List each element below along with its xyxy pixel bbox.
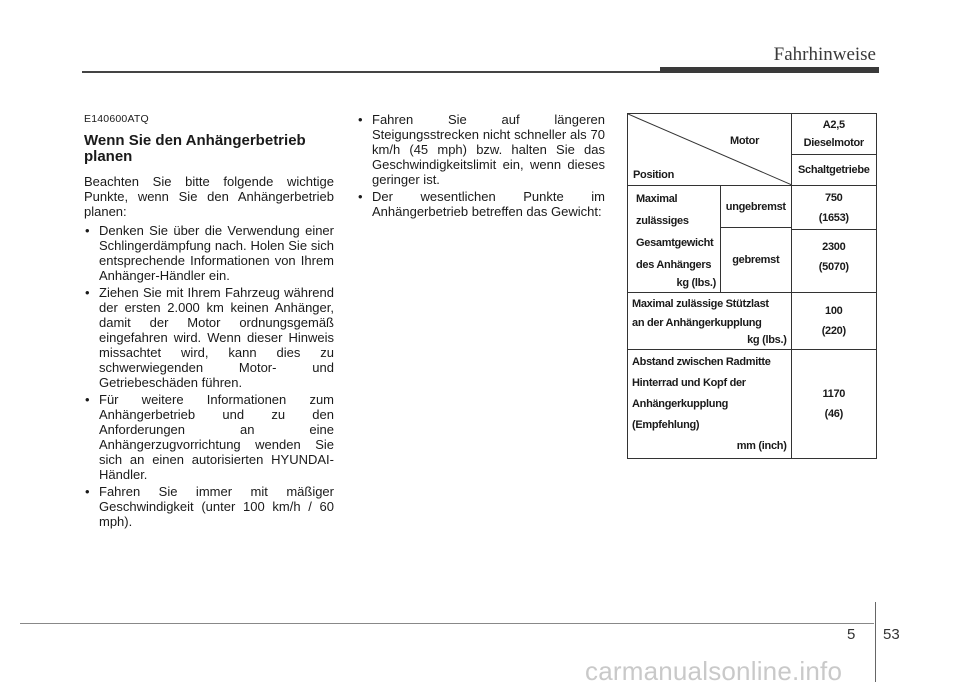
left-bullet-list xyxy=(84,223,334,529)
distance-unit: mm (inch) xyxy=(736,440,787,452)
support-label-line: Maximal zulässige Stützlast xyxy=(632,298,769,310)
page-header-title: Fahrhinweise xyxy=(773,44,876,65)
bullet-icon: • xyxy=(85,223,90,238)
distance-value-cell xyxy=(791,350,876,459)
bullet-icon: • xyxy=(358,112,363,127)
list-item xyxy=(84,285,334,390)
support-unit: kg (lbs.) xyxy=(747,334,787,346)
header-position: Position xyxy=(633,169,674,181)
middle-column xyxy=(357,112,605,221)
support-value-lbs: (220) xyxy=(821,325,846,337)
engine-name: A2,5 xyxy=(822,119,845,131)
list-item xyxy=(84,392,334,482)
list-item xyxy=(84,484,334,529)
unbraked-label: ungebremst xyxy=(721,186,791,228)
unbraked-value-lbs: (1653) xyxy=(818,212,849,224)
support-load-cell xyxy=(628,293,792,350)
footer-divider xyxy=(875,602,876,682)
distance-value-inch: (46) xyxy=(824,408,843,420)
trailer-values-cell xyxy=(791,186,876,293)
header-rule xyxy=(82,71,660,73)
page-number: 53 xyxy=(883,626,900,643)
transmission-cell xyxy=(791,155,876,186)
braked-label: gebremst xyxy=(732,254,780,266)
list-item-text: Für weitere Informationen zum Anhängerbetrieb und zu den Anforderungen an eine Anhängerzugvorrichtung wenden Sie sich an einen autorisierten HYUNDAI-Händler. xyxy=(99,392,334,482)
bullet-icon: • xyxy=(85,484,90,499)
trailer-weight-cell xyxy=(628,186,792,293)
distance-value: 1170 xyxy=(822,388,846,400)
transmission-label: Schaltgetriebe xyxy=(797,164,870,176)
intro-paragraph: Beachten Sie bitte folgende wichtige Punkte, wenn Sie den Anhängerbetrieb planen: xyxy=(84,174,334,219)
bullet-icon: • xyxy=(358,189,363,204)
trailer-label-line: Gesamtgewicht xyxy=(636,237,714,249)
section-heading: Wenn Sie den Anhängerbetrieb planen xyxy=(84,132,306,165)
middle-bullet-list xyxy=(357,112,605,219)
header-motor: Motor xyxy=(730,135,760,147)
engine-cell xyxy=(791,114,876,155)
braked-value: 2300 xyxy=(822,241,846,253)
chapter-number: 5 xyxy=(847,626,856,643)
header-rule-accent xyxy=(660,67,879,73)
list-item xyxy=(357,189,605,219)
distance-label-line: Hinterrad und Kopf der xyxy=(632,377,746,389)
footer-rule xyxy=(20,623,874,624)
left-column xyxy=(84,112,334,531)
bullet-icon: • xyxy=(85,392,90,407)
list-item-text: Ziehen Sie mit Ihrem Fahrzeug während der ersten 2.000 km keinen Anhänger, damit der Motor ordnungsgemäß eingefahren wird. Wenn dieser Hinweis missachtet wird, kann dies zu schwerwiegenden Motor- und Getriebeschäden führen. xyxy=(99,285,334,390)
braked-value-lbs: (5070) xyxy=(818,261,849,273)
distance-label-line: (Empfehlung) xyxy=(632,419,700,431)
support-value-cell xyxy=(791,293,876,350)
unbraked-value: 750 xyxy=(825,192,843,204)
watermark: carmanualsonline.info xyxy=(585,656,843,686)
distance-cell xyxy=(628,350,792,459)
support-label-line: an der Anhängerkupplung xyxy=(632,317,762,329)
trailer-unit: kg (lbs.) xyxy=(676,277,716,289)
table-header-cell xyxy=(628,114,792,186)
list-item-text: Der wesentlichen Punkte im Anhängerbetrieb betreffen das Gewicht: xyxy=(372,189,605,219)
list-item-text: Fahren Sie immer mit mäßiger Geschwindigkeit (unter 100 km/h / 60 mph). xyxy=(99,484,334,529)
support-value: 100 xyxy=(825,305,843,317)
section-code: E140600ATQ xyxy=(84,113,149,125)
distance-label-line: Anhängerkupplung xyxy=(632,398,729,410)
towing-spec-table xyxy=(627,113,877,459)
list-item xyxy=(357,112,605,187)
bullet-icon: • xyxy=(85,285,90,300)
list-item xyxy=(84,223,334,283)
trailer-label-line: Maximal xyxy=(636,193,678,205)
list-item-text: Denken Sie über die Verwendung einer Schlingerdämpfung nach. Holen Sie sich entsprechende Informationen von Ihrem Anhänger-Händler ein. xyxy=(99,223,334,283)
trailer-label-line: des Anhängers xyxy=(636,259,712,271)
list-item-text: Fahren Sie auf längeren Steigungsstrecken nicht schneller als 70 km/h (45 mph) bzw. halten Sie das Geschwindigkeitslimit ein, wenn dieses geringer ist. xyxy=(372,112,605,187)
distance-label-line: Abstand zwischen Radmitte xyxy=(632,356,771,368)
trailer-label-line: zulässiges xyxy=(636,215,689,227)
engine-type: Dieselmotor xyxy=(803,137,864,149)
